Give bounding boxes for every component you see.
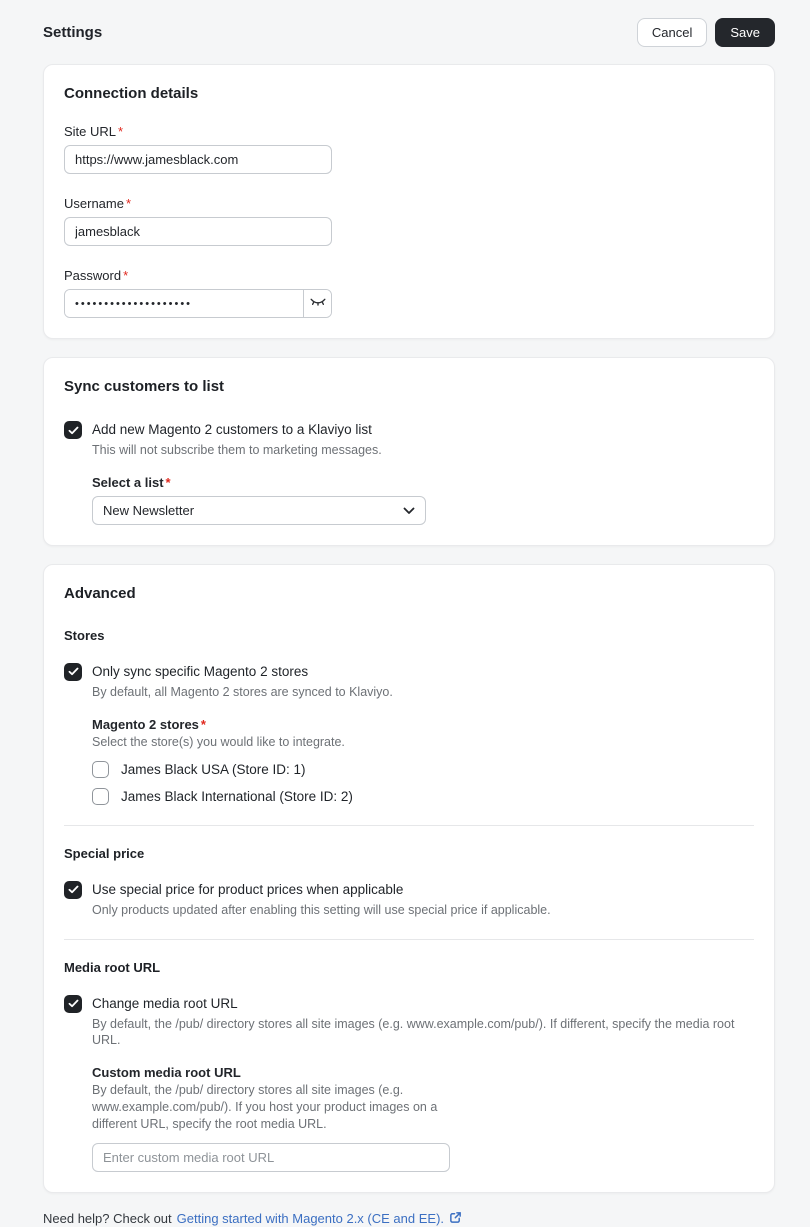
site-url-label: Site URL * [64,124,124,139]
advanced-title: Advanced [64,584,136,602]
special-price-checkbox-text [92,881,551,919]
topbar-actions [637,18,775,47]
sync-checkbox-row [64,421,754,525]
media-root-section-heading: Media root URL [64,959,161,975]
connection-details-title: Connection details [64,85,199,102]
advanced-card [43,564,775,1193]
site-url-field [64,124,754,174]
store-option-row [92,788,393,805]
sync-customers-card [43,357,775,546]
special-price-checkbox-row [64,881,754,919]
required-asterisk: * [123,268,129,283]
section-divider [64,825,754,826]
cancel-button[interactable]: Cancel [637,18,707,47]
eye-closed-icon [310,296,326,311]
check-icon [68,426,79,435]
sync-checkbox-text [92,421,426,525]
required-asterisk: * [118,124,124,139]
stores-checkbox-helper: By default, all Magento 2 stores are synced to Klaviyo. [92,684,393,699]
required-asterisk: * [200,716,206,732]
check-icon [68,885,79,894]
connection-details-card [43,64,775,339]
stores-checkbox-text [92,663,393,805]
stores-checkbox[interactable] [64,663,82,681]
password-label: Password * [64,268,129,283]
media-root-checkbox-row [64,995,754,1172]
magento-stores-label: Magento 2 stores * [92,716,206,732]
stores-checkbox-row [64,663,754,805]
stores-section-heading: Stores [64,627,105,643]
store-option-label[interactable]: James Black USA (Store ID: 1) [121,761,306,777]
special-price-section-heading: Special price [64,845,145,861]
required-asterisk: * [165,474,171,490]
password-input[interactable] [65,290,303,317]
sync-customers-title: Sync customers to list [64,378,225,395]
list-select-field [92,475,426,525]
password-field [64,268,754,318]
required-asterisk: * [125,196,132,211]
username-field [64,196,754,246]
custom-media-root-label: Custom media root URL [92,1065,241,1081]
special-price-checkbox[interactable] [64,881,82,899]
custom-media-root-helper: By default, the /pub/ directory stores all site images (e.g. www.example.com/pub/). If you host your product images on a different URL, specify the root media URL. [92,1083,438,1131]
save-button[interactable]: Save [715,18,775,47]
media-root-checkbox-label[interactable]: Change media root URL [92,995,238,1011]
username-label: Username * [64,196,132,211]
media-root-checkbox-helper: By default, the /pub/ directory stores all site images (e.g. www.example.com/pub/). If different, specify the media root URL. [92,1016,735,1048]
check-icon [68,667,79,676]
site-url-input[interactable] [64,145,332,174]
store-checkbox-usa[interactable] [92,761,109,778]
stores-checkbox-label[interactable]: Only sync specific Magento 2 stores [92,663,309,679]
store-option-label[interactable]: James Black International (Store ID: 2) [121,788,353,804]
magento-stores-field [92,717,393,805]
store-option-row [92,761,393,778]
topbar [43,0,775,64]
section-divider [64,939,754,940]
custom-media-root-field [92,1065,754,1172]
list-select[interactable] [92,496,426,525]
media-root-checkbox[interactable] [64,995,82,1013]
check-icon [68,999,79,1008]
sync-checkbox-label[interactable]: Add new Magento 2 customers to a Klaviyo list [92,422,372,437]
store-checkbox-international[interactable] [92,788,109,805]
media-root-checkbox-text [92,995,754,1172]
list-select-value: New Newsletter [103,502,195,518]
help-footer [43,1211,775,1227]
sync-checkbox-helper: This will not subscribe them to marketing messages. [92,443,382,457]
password-visibility-toggle[interactable] [303,290,331,317]
help-footer-text: Need help? Check out [43,1211,172,1227]
list-select-label: Select a list * [92,474,171,490]
special-price-checkbox-label[interactable]: Use special price for product prices when applicable [92,881,404,897]
sync-checkbox[interactable] [64,421,82,439]
external-link-icon [449,1211,462,1227]
page-title: Settings [43,23,103,41]
chevron-down-icon [403,503,415,518]
magento-stores-helper: Select the store(s) you would like to integrate. [92,734,345,749]
custom-media-root-input[interactable] [92,1143,450,1172]
password-input-group [64,289,332,318]
special-price-checkbox-helper: Only products updated after enabling this setting will use special price if applicable. [92,902,551,917]
username-input[interactable] [64,217,332,246]
getting-started-link[interactable]: Getting started with Magento 2.x (CE and EE). [177,1211,462,1227]
